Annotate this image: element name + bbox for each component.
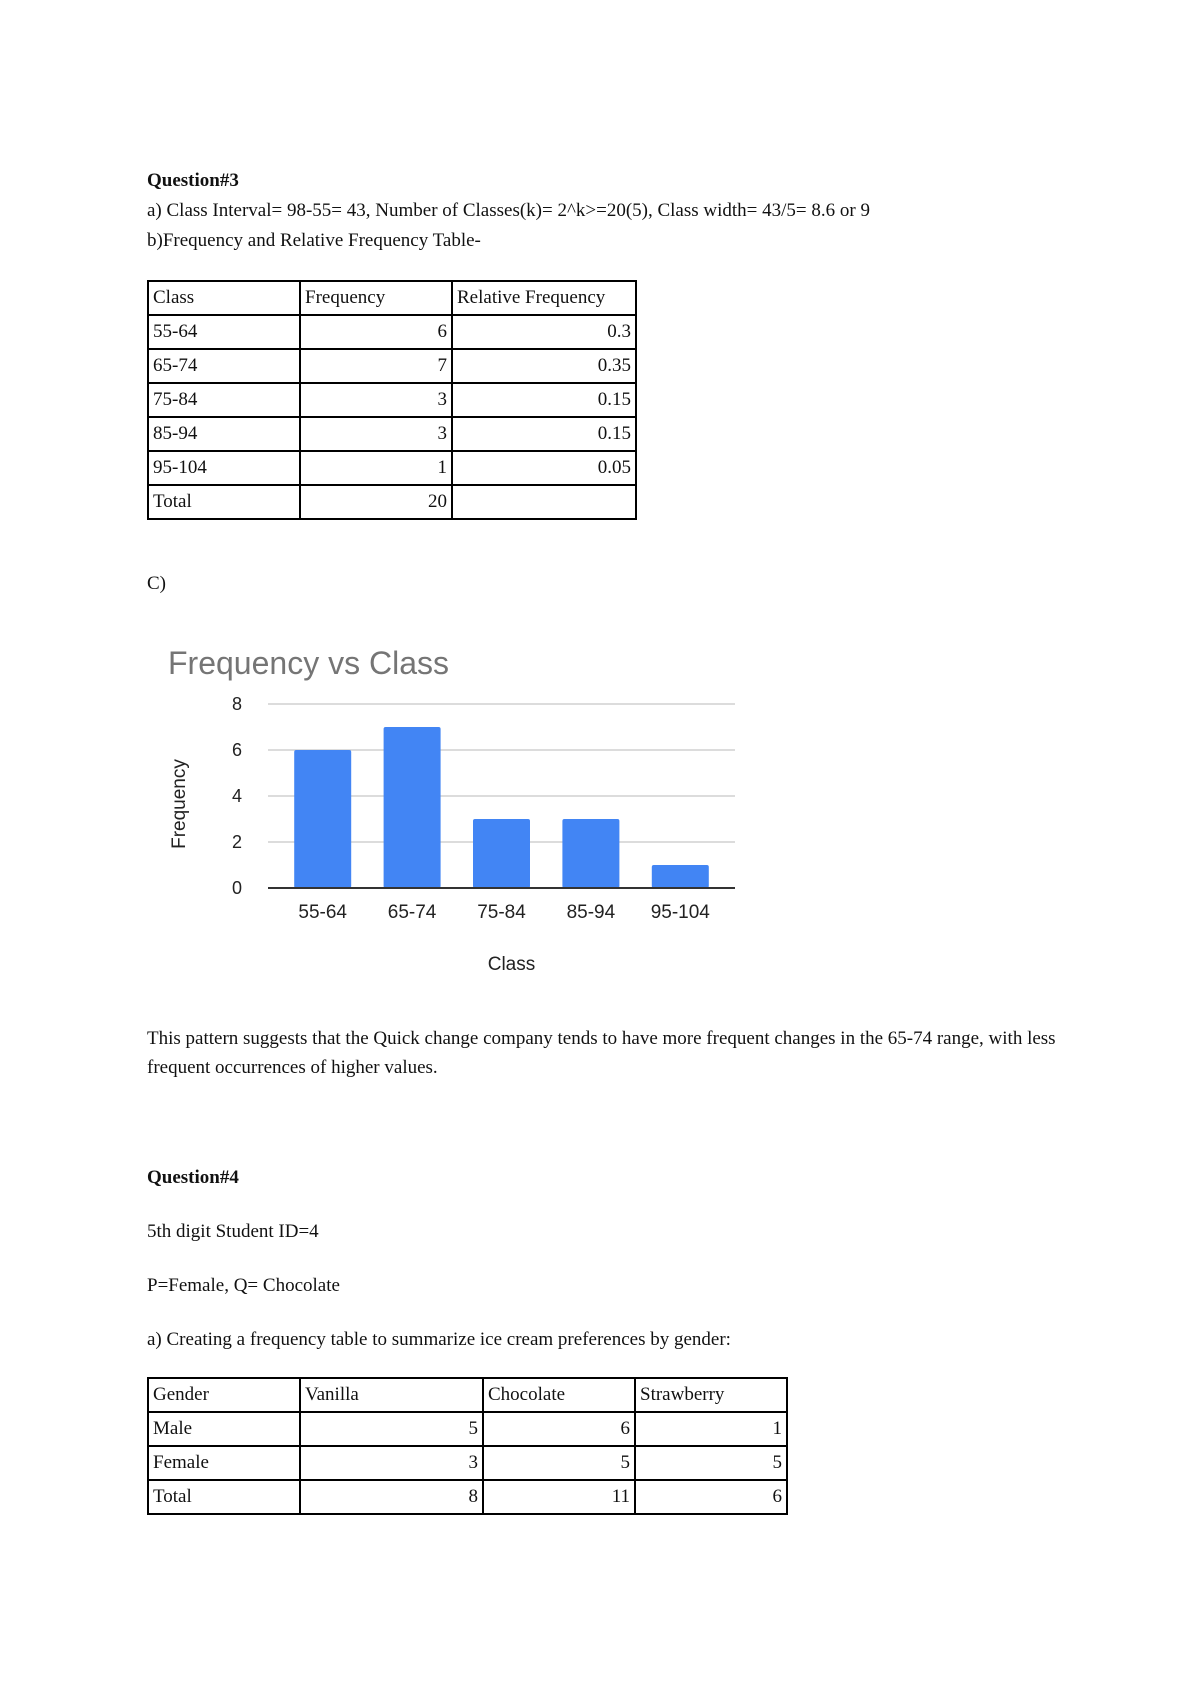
preference-table-cell: 1 (635, 1412, 787, 1446)
frequency-table-cell: 1 (300, 451, 452, 485)
preference-table-cell: 6 (483, 1412, 635, 1446)
preference-table-cell: 8 (300, 1480, 483, 1514)
frequency-table-row (148, 451, 636, 485)
y-tick-label: 8 (231, 694, 242, 714)
preference-table-cell: Female (148, 1446, 300, 1480)
preference-table-cell: 5 (300, 1412, 483, 1446)
preference-table-cell: 5 (483, 1446, 635, 1480)
preference-table-row (148, 1480, 787, 1514)
preference-table-cell: 6 (635, 1480, 787, 1514)
x-tick-label: 65-74 (387, 902, 437, 923)
frequency-table-cell: 95-104 (148, 451, 300, 485)
frequency-table-cell: 0.35 (452, 349, 636, 383)
bar (384, 727, 441, 888)
preference-table-cell: 5 (635, 1446, 787, 1480)
preference-table-column-header: Vanilla (300, 1378, 483, 1412)
bar (562, 819, 619, 888)
preference-table-row (148, 1412, 787, 1446)
y-axis-label: Frequency (169, 759, 190, 849)
x-tick-label: 95-104 (650, 902, 710, 923)
pq-assignment-line: P=Female, Q= Chocolate (147, 1275, 340, 1296)
student-id-line: 5th digit Student ID=4 (147, 1221, 319, 1242)
y-tick-label: 4 (231, 786, 242, 806)
frequency-table-row (148, 349, 636, 383)
frequency-table (147, 280, 637, 520)
x-tick-label: 55-64 (298, 902, 348, 923)
preference-table-cell: Total (148, 1480, 300, 1514)
frequency-table-cell: Total (148, 485, 300, 519)
conclusion-paragraph: This pattern suggests that the Quick change company tends to have more frequent changes in the 65-74 range, with less frequent occurrences of higher values. (147, 1028, 1056, 1078)
question-4-heading: Question#4 (147, 1167, 239, 1188)
frequency-table-column-header: Class (148, 281, 300, 315)
frequency-table-column-header: Frequency (300, 281, 452, 315)
question-3-part-a: a) Class Interval= 98-55= 43, Number of Classes(k)= 2^k>=20(5), Class width= 43/5= 8.6 or 9 (147, 200, 870, 221)
preference-table-column-header: Gender (148, 1378, 300, 1412)
frequency-table-cell: 65-74 (148, 349, 300, 383)
bar (473, 819, 530, 888)
x-axis-label: Class (487, 954, 536, 975)
frequency-table-cell: 0.3 (452, 315, 636, 349)
question-4-part-a: a) Creating a frequency table to summarize ice cream preferences by gender: (147, 1329, 731, 1350)
frequency-table-row (148, 315, 636, 349)
preference-table-row (148, 1446, 787, 1480)
frequency-table-cell: 85-94 (148, 417, 300, 451)
preference-table-column-header: Chocolate (483, 1378, 635, 1412)
y-tick-label: 0 (231, 878, 242, 898)
frequency-table-header-row (148, 281, 636, 315)
frequency-table-cell: 3 (300, 417, 452, 451)
frequency-table-column-header: Relative Frequency (452, 281, 636, 315)
frequency-table-cell: 0.15 (452, 417, 636, 451)
frequency-table-cell: 55-64 (148, 315, 300, 349)
frequency-table-row (148, 417, 636, 451)
question-3-part-b: b)Frequency and Relative Frequency Table- (147, 230, 481, 251)
question-3-heading: Question#3 (147, 170, 239, 191)
frequency-table-row (148, 485, 636, 519)
frequency-table-cell: 7 (300, 349, 452, 383)
ice-cream-preferences-table (147, 1377, 788, 1515)
bar (294, 750, 351, 888)
question-3-part-c: C) (147, 573, 166, 594)
frequency-table-cell: 20 (300, 485, 452, 519)
preference-table-header-row (148, 1378, 787, 1412)
frequency-table-cell: 3 (300, 383, 452, 417)
x-tick-label: 75-84 (477, 902, 526, 923)
preference-table-cell: 3 (300, 1446, 483, 1480)
frequency-bar-chart (150, 630, 750, 980)
frequency-table-cell (452, 485, 636, 519)
frequency-table-row (148, 383, 636, 417)
preference-table-cell: Male (148, 1412, 300, 1446)
y-tick-label: 2 (231, 832, 242, 852)
frequency-table-cell: 75-84 (148, 383, 300, 417)
bar (652, 865, 709, 888)
preference-table-cell: 11 (483, 1480, 635, 1514)
preference-table-column-header: Strawberry (635, 1378, 787, 1412)
x-tick-label: 85-94 (566, 902, 616, 923)
frequency-table-cell: 0.15 (452, 383, 636, 417)
chart-title: Frequency vs Class (168, 645, 449, 681)
y-tick-label: 6 (231, 740, 242, 760)
frequency-table-cell: 6 (300, 315, 452, 349)
frequency-table-cell: 0.05 (452, 451, 636, 485)
